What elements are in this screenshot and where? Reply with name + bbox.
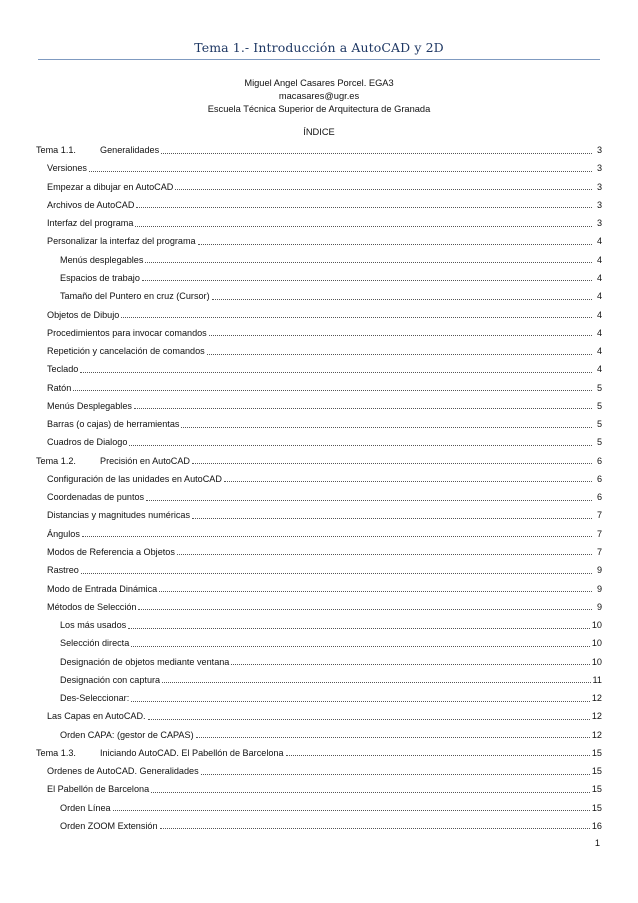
toc-entry-label: Repetición y cancelación de comandos bbox=[47, 346, 205, 357]
toc-entry-page: 4 bbox=[596, 272, 602, 283]
toc-entry[interactable] bbox=[36, 232, 602, 250]
toc-entry-number: Tema 1.1. bbox=[36, 145, 76, 156]
toc-entry-label: Des-Seleccionar: bbox=[60, 693, 130, 704]
toc-dot-leader bbox=[138, 609, 592, 610]
toc-entry[interactable] bbox=[36, 452, 602, 470]
toc-entry[interactable] bbox=[36, 196, 602, 214]
toc-dot-leader bbox=[131, 701, 590, 702]
toc-entry-label: Precisión en AutoCAD bbox=[100, 455, 190, 466]
toc-entry-label: Menús desplegables bbox=[60, 254, 144, 265]
toc-entry-label: Ángulos bbox=[47, 528, 80, 539]
toc-entry-page: 12 bbox=[591, 711, 602, 722]
toc-entry-page: 5 bbox=[596, 437, 602, 448]
toc-entry[interactable] bbox=[36, 342, 602, 360]
toc-dot-leader bbox=[131, 646, 590, 647]
toc-entry-page: 3 bbox=[596, 199, 602, 210]
toc-entry-page: 9 bbox=[596, 565, 602, 576]
toc-entry[interactable] bbox=[36, 287, 602, 305]
toc-entry[interactable] bbox=[36, 159, 602, 177]
toc-entry[interactable] bbox=[36, 799, 602, 817]
toc-entry-label: Rastreo bbox=[47, 565, 79, 576]
toc-dot-leader bbox=[207, 354, 592, 355]
toc-entry-page: 10 bbox=[591, 638, 602, 649]
toc-entry-label: Configuración de las unidades en AutoCAD bbox=[47, 473, 222, 484]
toc-entry-label: Los más usados bbox=[60, 620, 127, 631]
toc-entry[interactable] bbox=[36, 506, 602, 524]
toc-entry-page: 4 bbox=[596, 236, 602, 247]
toc-entry[interactable] bbox=[36, 652, 602, 670]
toc-dot-leader bbox=[89, 171, 592, 172]
toc-dot-leader bbox=[192, 463, 592, 464]
toc-entry-page: 7 bbox=[596, 546, 602, 557]
toc-entry-page: 4 bbox=[596, 327, 602, 338]
toc-entry[interactable] bbox=[36, 470, 602, 488]
toc-dot-leader bbox=[121, 317, 592, 318]
toc-entry-page: 3 bbox=[596, 163, 602, 174]
toc-entry-page: 6 bbox=[596, 492, 602, 503]
toc-entry-label: Designación de objetos mediante ventana bbox=[60, 656, 230, 667]
toc-dot-leader bbox=[80, 372, 592, 373]
toc-entry-label: Iniciando AutoCAD. El Pabellón de Barcelona bbox=[100, 747, 284, 758]
toc-dot-leader bbox=[160, 828, 590, 829]
toc-entry[interactable] bbox=[36, 433, 602, 451]
toc-entry-page: 6 bbox=[596, 455, 602, 466]
title-underline bbox=[38, 59, 600, 60]
toc-entry[interactable] bbox=[36, 726, 602, 744]
toc-entry-label: Modo de Entrada Dinámica bbox=[47, 583, 158, 594]
toc-dot-leader bbox=[192, 518, 592, 519]
document-title: Tema 1.- Introducción a AutoCAD y 2D bbox=[194, 40, 444, 55]
toc-dot-leader bbox=[177, 554, 592, 555]
toc-entry[interactable] bbox=[36, 305, 602, 323]
toc-entry-label: Métodos de Selección bbox=[47, 601, 137, 612]
toc-dot-leader bbox=[286, 755, 590, 756]
toc-entry-page: 9 bbox=[596, 583, 602, 594]
index-heading: ÍNDICE bbox=[303, 127, 335, 137]
toc-dot-leader bbox=[198, 244, 592, 245]
toc-entry-page: 15 bbox=[591, 747, 602, 758]
toc-entry-label: Distancias y magnitudes numéricas bbox=[47, 510, 191, 521]
toc-entry[interactable] bbox=[36, 762, 602, 780]
toc-entry-label: Coordenadas de puntos bbox=[47, 492, 145, 503]
toc-entry-label: Generalidades bbox=[100, 145, 160, 156]
toc-dot-leader bbox=[73, 390, 592, 391]
toc-dot-leader bbox=[175, 189, 592, 190]
toc-entry[interactable] bbox=[36, 616, 602, 634]
toc-entry-page: 4 bbox=[596, 364, 602, 375]
toc-entry-number: Tema 1.3. bbox=[36, 747, 76, 758]
page-number: 1 bbox=[594, 838, 600, 848]
toc-entry-label: Procedimientos para invocar comandos bbox=[47, 327, 207, 338]
toc-dot-leader bbox=[151, 792, 590, 793]
toc-dot-leader bbox=[148, 719, 590, 720]
author-line: Miguel Angel Casares Porcel. EGA3 bbox=[244, 78, 394, 88]
toc-dot-leader bbox=[209, 335, 592, 336]
toc-entry-label: Ordenes de AutoCAD. Generalidades bbox=[47, 766, 199, 777]
toc-entry-page: 7 bbox=[596, 528, 602, 539]
toc-entry-page: 9 bbox=[596, 601, 602, 612]
toc-dot-leader bbox=[212, 299, 592, 300]
toc-entry[interactable] bbox=[36, 214, 602, 232]
toc-entry-page: 12 bbox=[591, 693, 602, 704]
toc-entry[interactable] bbox=[36, 415, 602, 433]
toc-entry-page: 3 bbox=[596, 218, 602, 229]
toc-entry-label: Interfaz del programa bbox=[47, 218, 134, 229]
toc-entry[interactable] bbox=[36, 397, 602, 415]
toc-entry[interactable] bbox=[36, 269, 602, 287]
toc-entry-number: Tema 1.2. bbox=[36, 455, 76, 466]
toc-entry-label: Tamaño del Puntero en cruz (Cursor) bbox=[60, 291, 210, 302]
toc-entry-label: Modos de Referencia a Objetos bbox=[47, 546, 175, 557]
toc-entry-page: 15 bbox=[591, 766, 602, 777]
toc-dot-leader bbox=[162, 682, 590, 683]
toc-entry-label: Menús Desplegables bbox=[47, 400, 132, 411]
toc-entry-page: 5 bbox=[596, 400, 602, 411]
toc-dot-leader bbox=[128, 628, 590, 629]
toc-entry-label: Teclado bbox=[47, 364, 79, 375]
toc-entry-page: 4 bbox=[596, 346, 602, 357]
toc-entry-label: Espacios de trabajo bbox=[60, 272, 140, 283]
toc-entry[interactable] bbox=[36, 543, 602, 561]
toc-entry-page: 3 bbox=[596, 181, 602, 192]
toc-dot-leader bbox=[81, 573, 592, 574]
toc-entry[interactable] bbox=[36, 579, 602, 597]
toc-entry-page: 11 bbox=[592, 674, 602, 685]
school-name: Escuela Técnica Superior de Arquitectura de Granada bbox=[207, 104, 431, 114]
toc-dot-leader bbox=[146, 500, 592, 501]
toc-dot-leader bbox=[181, 427, 592, 428]
toc-entry-label: Versiones bbox=[47, 163, 87, 174]
toc-entry-label: Archivos de AutoCAD bbox=[47, 199, 135, 210]
toc-entry[interactable] bbox=[36, 561, 602, 579]
toc-entry-page: 5 bbox=[596, 419, 602, 430]
toc-dot-leader bbox=[224, 481, 592, 482]
toc-entry-page: 16 bbox=[591, 820, 602, 831]
table-of-contents bbox=[36, 141, 602, 835]
toc-entry-page: 7 bbox=[596, 510, 602, 521]
toc-entry-page: 4 bbox=[596, 254, 602, 265]
toc-entry-label: Ratón bbox=[47, 382, 72, 393]
toc-dot-leader bbox=[136, 207, 592, 208]
toc-dot-leader bbox=[159, 591, 592, 592]
toc-dot-leader bbox=[135, 226, 592, 227]
toc-entry[interactable] bbox=[36, 488, 602, 506]
toc-entry-label: Selección directa bbox=[60, 638, 130, 649]
toc-entry-label: Cuadros de Dialogo bbox=[47, 437, 128, 448]
toc-entry[interactable] bbox=[36, 324, 602, 342]
toc-entry[interactable] bbox=[36, 378, 602, 396]
toc-entry-label: El Pabellón de Barcelona bbox=[47, 784, 150, 795]
toc-dot-leader bbox=[113, 810, 590, 811]
toc-entry[interactable] bbox=[36, 360, 602, 378]
toc-dot-leader bbox=[161, 153, 592, 154]
toc-dot-leader bbox=[129, 445, 592, 446]
toc-entry[interactable] bbox=[36, 744, 602, 762]
toc-entry[interactable] bbox=[36, 780, 602, 798]
toc-entry-label: Objetos de Dibujo bbox=[47, 309, 120, 320]
toc-dot-leader bbox=[145, 262, 592, 263]
toc-entry[interactable] bbox=[36, 634, 602, 652]
toc-entry-page: 5 bbox=[596, 382, 602, 393]
toc-entry[interactable] bbox=[36, 525, 602, 543]
toc-entry-label: Designación con captura bbox=[60, 674, 161, 685]
toc-dot-leader bbox=[82, 536, 592, 537]
toc-entry-label: Orden CAPA: (gestor de CAPAS) bbox=[60, 729, 194, 740]
toc-entry-label: Las Capas en AutoCAD. bbox=[47, 711, 146, 722]
toc-entry-page: 10 bbox=[591, 656, 602, 667]
toc-dot-leader bbox=[231, 664, 590, 665]
toc-entry-label: Empezar a dibujar en AutoCAD bbox=[47, 181, 174, 192]
toc-entry[interactable] bbox=[36, 251, 602, 269]
toc-entry-page: 6 bbox=[596, 473, 602, 484]
toc-entry[interactable] bbox=[36, 598, 602, 616]
toc-entry-label: Orden Línea bbox=[60, 802, 111, 813]
toc-entry-label: Personalizar la interfaz del programa bbox=[47, 236, 196, 247]
toc-entry[interactable] bbox=[36, 817, 602, 835]
toc-entry-page: 3 bbox=[596, 145, 602, 156]
author-email: macasares@ugr.es bbox=[278, 91, 360, 101]
toc-entry-page: 15 bbox=[591, 802, 602, 813]
toc-dot-leader bbox=[134, 408, 592, 409]
toc-entry-page: 12 bbox=[591, 729, 602, 740]
toc-entry-label: Barras (o cajas) de herramientas bbox=[47, 419, 180, 430]
toc-dot-leader bbox=[201, 774, 590, 775]
toc-dot-leader bbox=[196, 737, 590, 738]
toc-entry-label: Orden ZOOM Extensión bbox=[60, 820, 158, 831]
toc-entry[interactable] bbox=[36, 178, 602, 196]
toc-entry[interactable] bbox=[36, 689, 602, 707]
toc-entry[interactable] bbox=[36, 671, 602, 689]
toc-entry[interactable] bbox=[36, 707, 602, 725]
toc-entry[interactable] bbox=[36, 141, 602, 159]
toc-entry-page: 15 bbox=[591, 784, 602, 795]
toc-dot-leader bbox=[142, 280, 592, 281]
toc-entry-page: 10 bbox=[591, 620, 602, 631]
toc-entry-page: 4 bbox=[596, 309, 602, 320]
toc-entry-page: 4 bbox=[596, 291, 602, 302]
